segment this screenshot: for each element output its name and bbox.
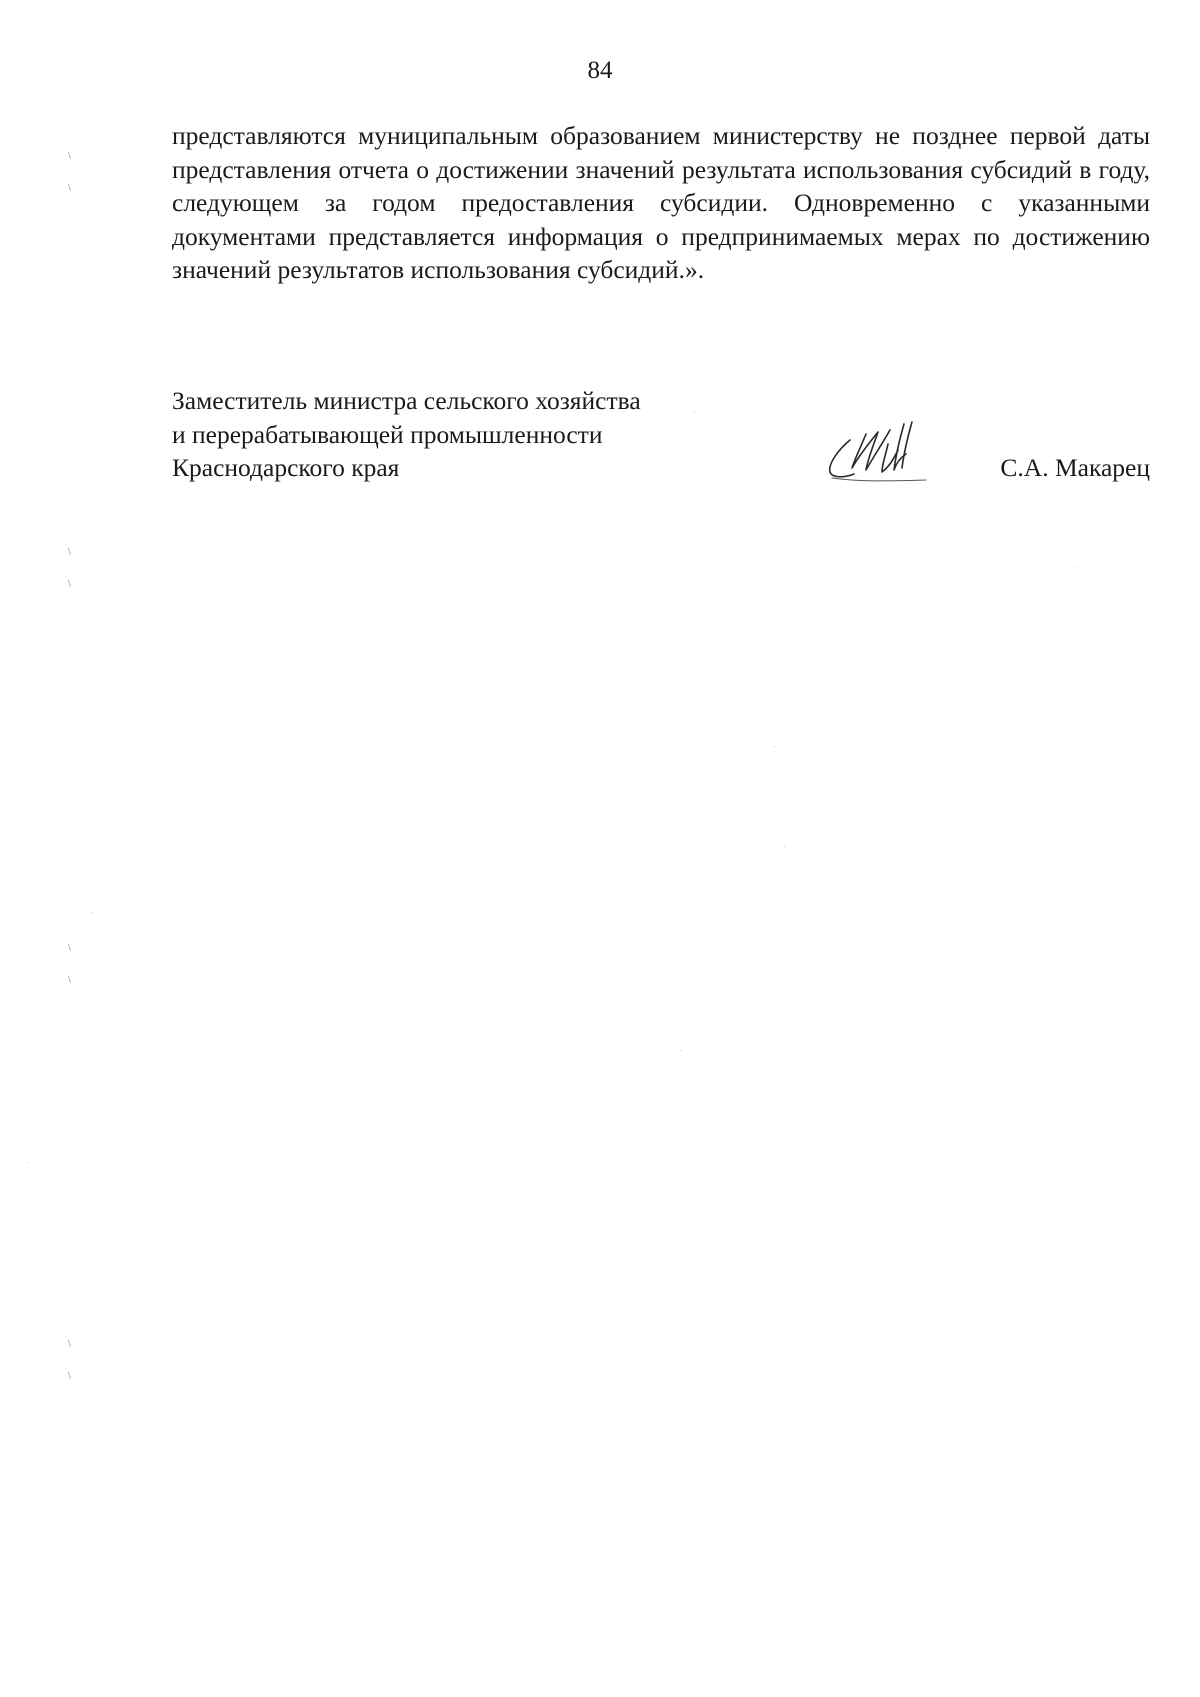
margin-tick [65,1372,71,1379]
position-line-2: и перерабатывающей промышленности [172,419,603,449]
signature-block [172,384,1150,494]
margin-tick [65,152,71,159]
scan-speck [680,1050,681,1051]
margin-tick [65,580,71,587]
scan-speck [784,846,785,847]
handwritten-signature-icon [820,420,932,486]
scan-speck [28,1162,29,1163]
page-number: 84 [587,57,613,84]
signatory-position [172,384,641,485]
margin-tick [65,184,71,191]
margin-tick [65,944,71,951]
position-line-3: Краснодарского края [172,453,400,482]
signatory-name: С.А. Макарец [1000,453,1150,482]
scan-speck [92,912,93,913]
scan-speck [1074,566,1075,567]
margin-tick [65,548,71,555]
scan-speck [694,411,695,412]
scan-speck [774,746,775,747]
position-line-1: Заместитель министра сельского хозяйства [172,386,641,415]
body-paragraph: представляются муниципальным образованием министерству не позднее первой даты представления отчета о достижении значений результата использования субсидий в году, следующем за годом предоставления субсидии. Одновременно с указанными документами представляется информация о предпринимаемых мерах по достижению значений результатов использования субсидий.». [172,121,1150,284]
margin-tick [65,1340,71,1347]
margin-tick [65,976,71,983]
